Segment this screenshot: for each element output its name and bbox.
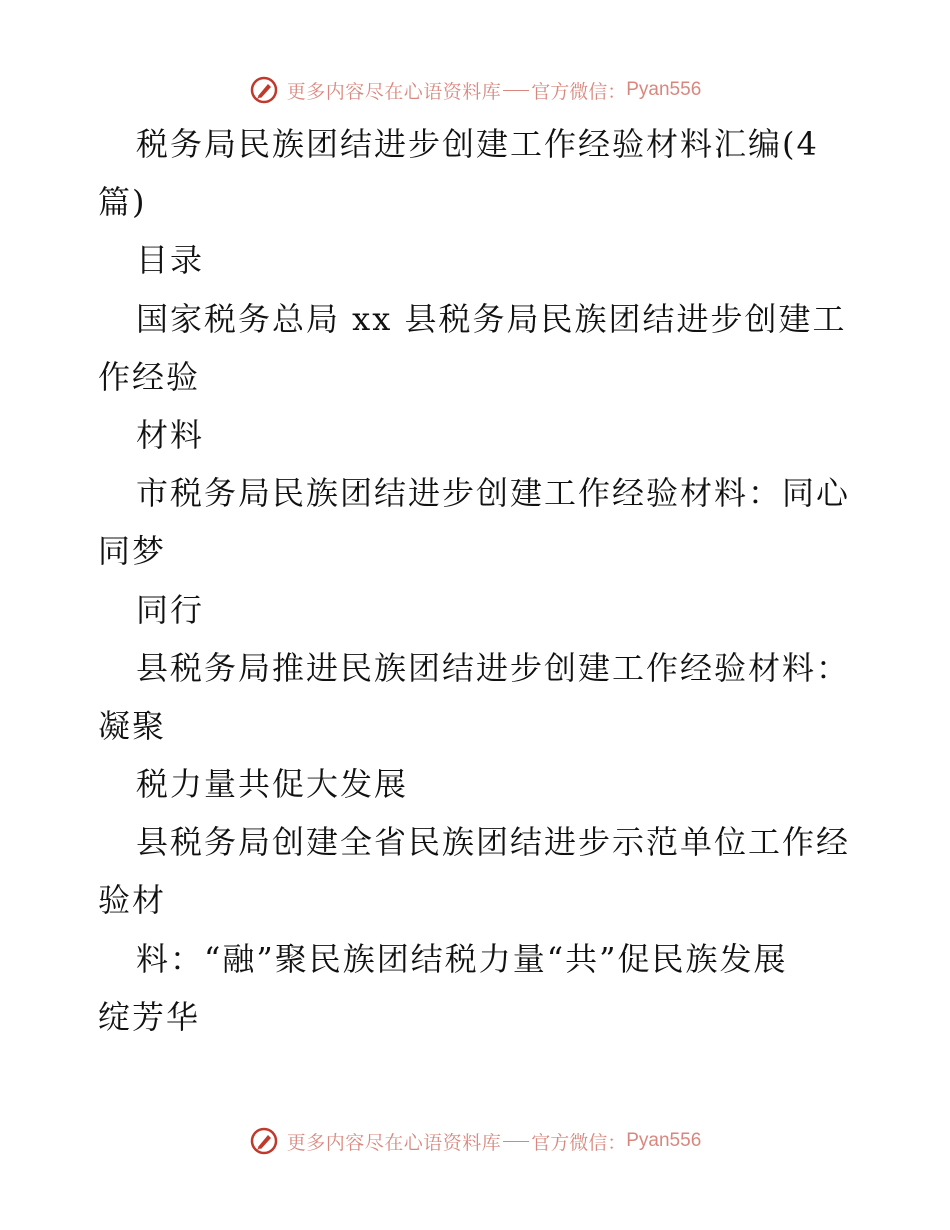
toc-item-1-line-1: 国家税务总局 xx 县税务局民族团结进步创建工	[136, 299, 847, 338]
toc-item-2-line-2: 同梦	[98, 532, 167, 571]
watermark-dash	[503, 90, 529, 91]
toc-item-4-line-4: 绽芳华	[98, 997, 201, 1036]
header-watermark	[0, 70, 950, 110]
pen-logo-icon	[249, 75, 279, 105]
watermark-wechat-id: Pyan556	[626, 79, 702, 100]
toc-item-2-line-1: 市税务局民族团结进步创建工作经验材料：同心	[136, 474, 851, 513]
toc-item-4-line-3: 料：“融”聚民族团结税力量“共”促民族发展	[136, 939, 788, 978]
watermark-wechat-label: 官方微信：	[531, 1131, 627, 1154]
toc-item-4-line-1: 县税务局创建全省民族团结进步示范单位工作经	[136, 823, 851, 862]
watermark-dash	[503, 1141, 529, 1142]
toc-item-4-line-2: 验材	[98, 881, 167, 920]
watermark-wechat-id: Pyan556	[626, 1130, 702, 1151]
watermark-title: 更多内容尽在心语资料库	[286, 80, 502, 103]
doc-title-line-1: 税务局民族团结进步创建工作经验材料汇编(4	[136, 125, 819, 163]
doc-title-line-2: 篇)	[98, 183, 147, 222]
pen-logo-icon	[249, 1126, 279, 1156]
toc-item-3-line-3: 税力量共促大发展	[136, 765, 409, 804]
watermark-wechat-label: 官方微信：	[531, 80, 627, 103]
watermark-title: 更多内容尽在心语资料库	[286, 1131, 502, 1154]
toc-item-3-line-1: 县税务局推进民族团结进步创建工作经验材料：	[136, 648, 851, 687]
toc-item-1-line-2: 作经验	[98, 357, 201, 396]
toc-item-1-line-3: 材料	[136, 415, 205, 454]
document-body	[98, 115, 858, 1046]
toc-item-3-line-2: 凝聚	[98, 706, 167, 745]
toc-item-2-line-3: 同行	[136, 590, 205, 629]
footer-watermark	[0, 1121, 950, 1161]
toc-heading: 目录	[136, 241, 205, 280]
